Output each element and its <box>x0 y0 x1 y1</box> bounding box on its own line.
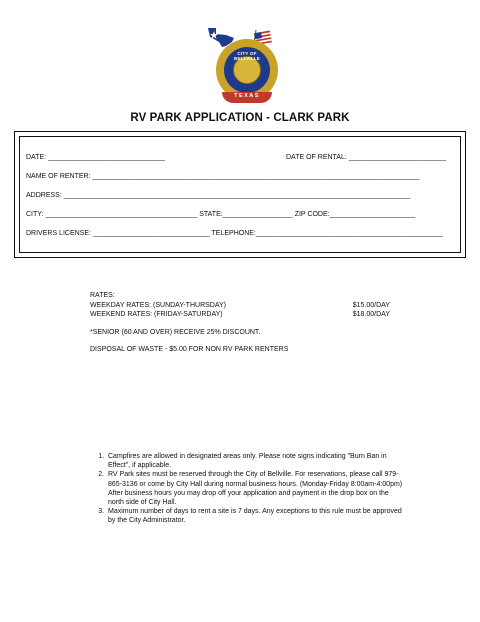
weekend-rate-row <box>90 310 390 320</box>
rules-list <box>88 452 406 526</box>
waste-disposal-note: DISPOSAL OF WASTE - $5.00 FOR NON RV PARK RENTERS <box>90 346 289 353</box>
renter-info-form <box>14 131 466 258</box>
date-row <box>26 154 454 161</box>
rates-heading: RATES: <box>90 292 115 299</box>
weekend-rate-value: $18.00/DAY <box>352 311 390 318</box>
form-inner-border <box>19 136 461 253</box>
list-item: 1. Campfires are allowed in designated areas only. Please note signs indicating "Burn Ban in Effect", if applicable. <box>106 452 406 470</box>
page-title: RV PARK APPLICATION - CLARK PARK <box>130 112 350 124</box>
weekend-rate-label: WEEKEND RATES: (FRIDAY-SATURDAY) <box>90 311 223 318</box>
weekday-rate-label: WEEKDAY RATES: (SUNDAY-THURSDAY) <box>90 301 227 309</box>
rates-section <box>90 291 390 355</box>
list-item: 2. RV Park sites must be reserved through the City of Bellville. For reservations, please call 979-865-3136 or come by City Hall during normal business hours. (Monday-Friday 8:00am-4:00pm) After business hours you may drop off your application and payment in the drop box on the north side of City Hall. <box>106 470 406 507</box>
renter-name-field[interactable]: NAME OF RENTER: ____________________________________________________________________________________ <box>26 173 420 180</box>
weekday-rate-value: $15.00/DAY <box>352 301 390 309</box>
license-telephone-field[interactable]: DRIVERS LICENSE: ______________________________ TELEPHONE:________________________________________________ <box>26 230 443 237</box>
senior-discount-note: *SENIOR (60 AND OVER) RECEIVE 25% DISCOUNT. <box>90 328 261 336</box>
weekday-rate-row <box>90 301 390 311</box>
city-seal-logo <box>206 22 276 104</box>
seal-arc-text: CITY OF BELLVILLE <box>234 51 260 61</box>
address-field[interactable]: ADDRESS: _________________________________________________________________________________________ <box>26 192 411 199</box>
date-field[interactable]: DATE: ______________________________ <box>26 154 165 161</box>
seal-center <box>224 47 270 93</box>
seal-banner: TEXAS <box>222 92 272 103</box>
rental-date-field[interactable]: DATE OF RENTAL: _________________________ <box>286 154 447 161</box>
city-state-zip-field[interactable]: CITY: _______________________________________ STATE:__________________ ZIP CODE:______________________ <box>26 211 416 218</box>
list-item: 3. Maximum number of days to rent a site is 7 days. Any exceptions to this rule must be approved by the City Administrator. <box>106 507 406 525</box>
